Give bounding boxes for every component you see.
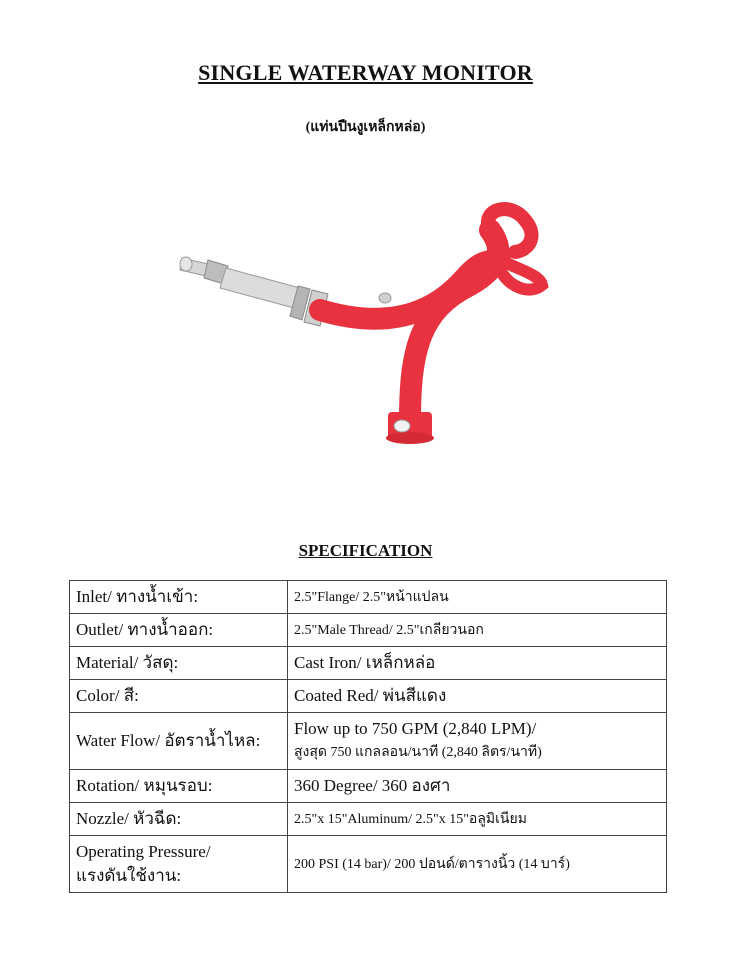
spec-value-line1: Flow up to 750 GPM (2,840 LPM)/ bbox=[294, 719, 537, 738]
spec-value: Coated Red/ พ่นสีแดง bbox=[288, 680, 667, 713]
nozzle-icon bbox=[180, 257, 328, 326]
spec-label: Nozzle/ หัวฉีด: bbox=[70, 803, 288, 836]
spec-label: Material/ วัสดุ: bbox=[70, 647, 288, 680]
red-pipe-icon bbox=[320, 209, 542, 420]
spec-row-inlet bbox=[70, 581, 667, 614]
spec-label: Rotation/ หมุนรอบ: bbox=[70, 770, 288, 803]
spec-value: 2.5"Male Thread/ 2.5"เกลียวนอก bbox=[288, 614, 667, 647]
spec-row-rotation bbox=[70, 770, 667, 803]
spec-row-material bbox=[70, 647, 667, 680]
spec-value bbox=[288, 713, 667, 770]
spec-value: Cast Iron/ เหล็กหล่อ bbox=[288, 647, 667, 680]
spec-row-water-flow bbox=[70, 713, 667, 770]
flange-icon bbox=[386, 412, 434, 444]
spec-value-line2: สูงสุด 750 แกลลอน/นาที (2,840 ลิตร/นาที) bbox=[294, 745, 542, 760]
spec-heading: SPECIFICATION bbox=[298, 541, 433, 560]
spec-row-color bbox=[70, 680, 667, 713]
spec-value: 360 Degree/ 360 องศา bbox=[288, 770, 667, 803]
spec-value: 200 PSI (14 bar)/ 200 ปอนด์/ตารางนิ้ว (14 บาร์) bbox=[288, 836, 667, 893]
spec-row-outlet bbox=[70, 614, 667, 647]
spec-row-operating-pressure bbox=[70, 836, 667, 893]
spec-label-line2: แรงดันใช้งาน: bbox=[76, 866, 182, 885]
spec-label: Outlet/ ทางน้ำออก: bbox=[70, 614, 288, 647]
spec-label-line1: Operating Pressure/ bbox=[76, 842, 211, 861]
spec-label bbox=[70, 836, 288, 893]
water-monitor-nozzle-image bbox=[170, 190, 560, 460]
spec-value: 2.5"Flange/ 2.5"หน้าแปลน bbox=[288, 581, 667, 614]
spec-label: Water Flow/ อัตราน้ำไหล: bbox=[70, 713, 288, 770]
spec-row-nozzle bbox=[70, 803, 667, 836]
spec-table bbox=[69, 580, 667, 893]
document-title: SINGLE WATERWAY MONITOR bbox=[198, 60, 533, 85]
spec-label: Inlet/ ทางน้ำเข้า: bbox=[70, 581, 288, 614]
spec-label: Color/ สี: bbox=[70, 680, 288, 713]
spec-value: 2.5"x 15"Aluminum/ 2.5"x 15"อลูมิเนียม bbox=[288, 803, 667, 836]
document-subtitle: (แท่นปืนงูเหล็กหล่อ) bbox=[305, 120, 426, 135]
